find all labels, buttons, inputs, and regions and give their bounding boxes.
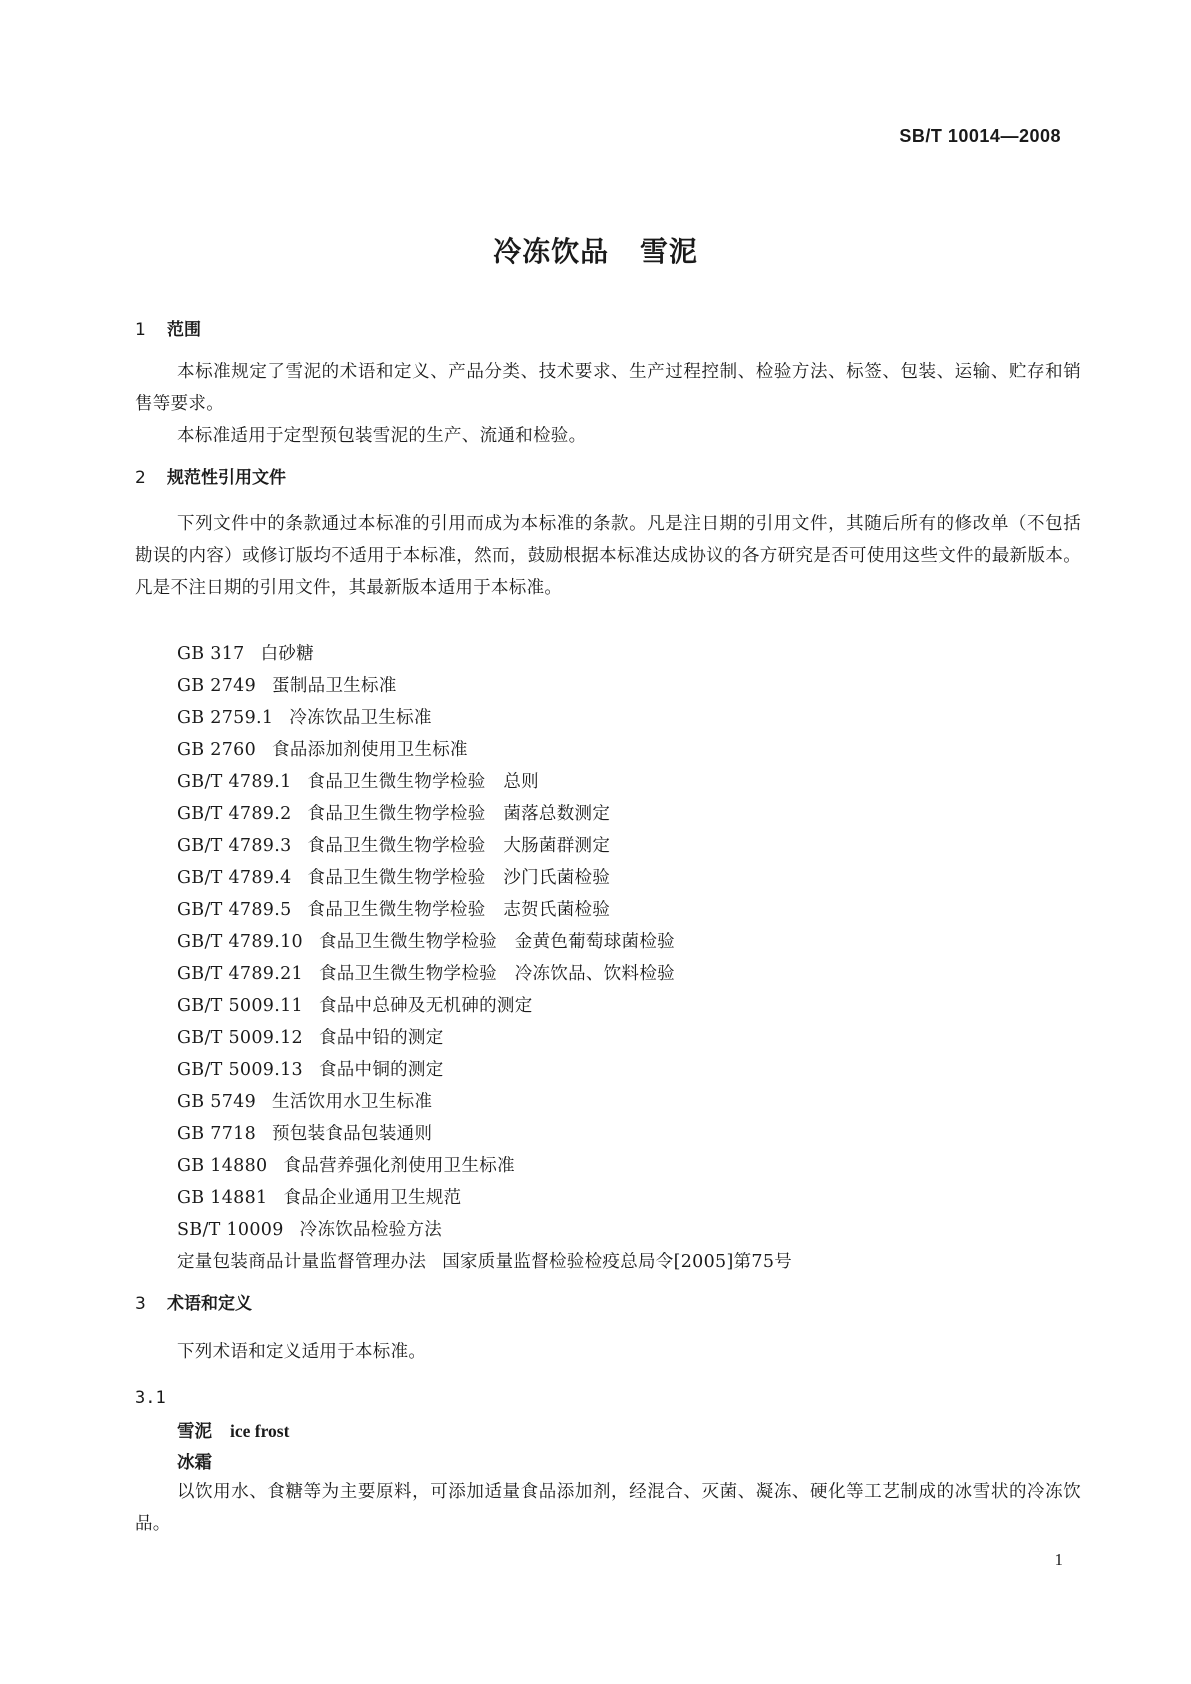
reference-title: 食品卫生微生物学检验 菌落总数测定 [307, 804, 611, 824]
reference-item [177, 862, 792, 894]
reference-code: GB 317 [177, 644, 245, 664]
section-title: 范围 [167, 320, 201, 340]
section-2-intro: 下列文件中的条款通过本标准的引用而成为本标准的条款。凡是注日期的引用文件，其随后所有的修改单（不包括勘误的内容）或修订版均不适用于本标准，然而，鼓励根据本标准达成协议的各方研究是否可使用这些文件的最新版本。凡是不注日期的引用文件，其最新版本适用于本标准。 [135, 514, 1081, 598]
document-title: 冷冻饮品 雪泥 [493, 235, 698, 268]
reference-item [177, 894, 792, 926]
reference-code: GB/T 4789.5 [177, 900, 292, 920]
reference-title: 食品中总砷及无机砷的测定 [318, 996, 533, 1016]
reference-item [177, 798, 792, 830]
reference-title: 食品中铜的测定 [318, 1060, 444, 1080]
reference-title: 冷冻饮品检验方法 [299, 1220, 443, 1240]
standard-code: SB/T 10014—2008 [899, 126, 1061, 146]
reference-title: 生活饮用水卫生标准 [272, 1092, 433, 1112]
reference-code: GB/T 5009.12 [177, 1028, 303, 1048]
term-name-cn: 雪泥 [177, 1422, 212, 1442]
section-number: 2 [135, 468, 146, 488]
reference-item [177, 1214, 792, 1246]
reference-item [177, 990, 792, 1022]
reference-title: 冷冻饮品卫生标准 [289, 708, 432, 728]
section-3-heading [135, 1292, 252, 1316]
reference-code: GB 5749 [177, 1092, 257, 1112]
reference-item [177, 1086, 792, 1118]
section-title: 规范性引用文件 [167, 468, 286, 488]
reference-title: 食品添加剂使用卫生标准 [272, 740, 468, 760]
section-1-paragraph-2: 本标准适用于定型预包装雪泥的生产、流通和检验。 [177, 426, 587, 446]
reference-item [177, 1182, 792, 1214]
reference-list [177, 638, 792, 1278]
reference-title: 食品卫生微生物学检验 冷冻饮品、饮料检验 [318, 964, 675, 984]
reference-item [177, 958, 792, 990]
section-1-heading [135, 318, 201, 342]
reference-item [177, 830, 792, 862]
reference-code: GB 14881 [177, 1188, 268, 1208]
reference-title: 食品中铅的测定 [318, 1028, 444, 1048]
reference-title: 食品卫生微生物学检验 志贺氏菌检验 [307, 900, 611, 920]
reference-title: 预包装食品包装通则 [272, 1124, 433, 1144]
reference-title: 食品卫生微生物学检验 金黄色葡萄球菌检验 [318, 932, 675, 952]
reference-code: GB/T 4789.2 [177, 804, 292, 824]
reference-title: 国家质量监督检验检疫总局令[2005]第75号 [442, 1252, 793, 1272]
reference-item [177, 926, 792, 958]
reference-code: GB 2759.1 [177, 708, 274, 728]
section-number: 3 [135, 1294, 146, 1314]
reference-title: 蛋制品卫生标准 [272, 676, 397, 696]
reference-title: 白砂糖 [260, 644, 315, 664]
term-name-en: ice frost [230, 1421, 290, 1441]
reference-code: GB 7718 [177, 1124, 257, 1144]
term-name [177, 1418, 289, 1443]
reference-code: SB/T 10009 [177, 1220, 284, 1240]
reference-item [177, 638, 792, 670]
section-3-intro: 下列术语和定义适用于本标准。 [177, 1342, 427, 1362]
reference-code: GB/T 4789.10 [177, 932, 303, 952]
section-number: 1 [135, 320, 146, 340]
reference-title: 食品企业通用卫生规范 [283, 1188, 462, 1208]
reference-title: 食品营养强化剂使用卫生标准 [283, 1156, 515, 1176]
section-title: 术语和定义 [167, 1294, 252, 1314]
reference-code: GB/T 4789.3 [177, 836, 292, 856]
reference-item [177, 1246, 792, 1278]
section-2-heading [135, 466, 286, 490]
reference-item [177, 1022, 792, 1054]
reference-code: GB/T 4789.1 [177, 772, 292, 792]
reference-item [177, 766, 792, 798]
reference-code: GB 14880 [177, 1156, 268, 1176]
reference-code: GB/T 5009.11 [177, 996, 303, 1016]
term-number: 3.1 [135, 1388, 166, 1408]
reference-code: GB/T 4789.4 [177, 868, 292, 888]
reference-code: GB 2760 [177, 740, 257, 760]
reference-code: 定量包装商品计量监督管理办法 [177, 1252, 427, 1272]
reference-item [177, 1150, 792, 1182]
reference-code: GB/T 5009.13 [177, 1060, 303, 1080]
reference-code: GB 2749 [177, 676, 257, 696]
reference-title: 食品卫生微生物学检验 总则 [307, 772, 539, 792]
reference-title: 食品卫生微生物学检验 大肠菌群测定 [307, 836, 611, 856]
term-definition: 以饮用水、食糖等为主要原料，可添加适量食品添加剂，经混合、灭菌、凝冻、硬化等工艺制成的冰雪状的冷冻饮品。 [135, 1482, 1081, 1534]
reference-item [177, 702, 792, 734]
reference-title: 食品卫生微生物学检验 沙门氏菌检验 [307, 868, 611, 888]
reference-item [177, 670, 792, 702]
reference-item [177, 1054, 792, 1086]
page-number: 1 [1054, 1550, 1063, 1569]
term-alt-name: 冰霜 [177, 1453, 212, 1473]
reference-item [177, 1118, 792, 1150]
reference-item [177, 734, 792, 766]
reference-code: GB/T 4789.21 [177, 964, 303, 984]
section-1-paragraph-1: 本标准规定了雪泥的术语和定义、产品分类、技术要求、生产过程控制、检验方法、标签、包装、运输、贮存和销售等要求。 [135, 362, 1081, 414]
